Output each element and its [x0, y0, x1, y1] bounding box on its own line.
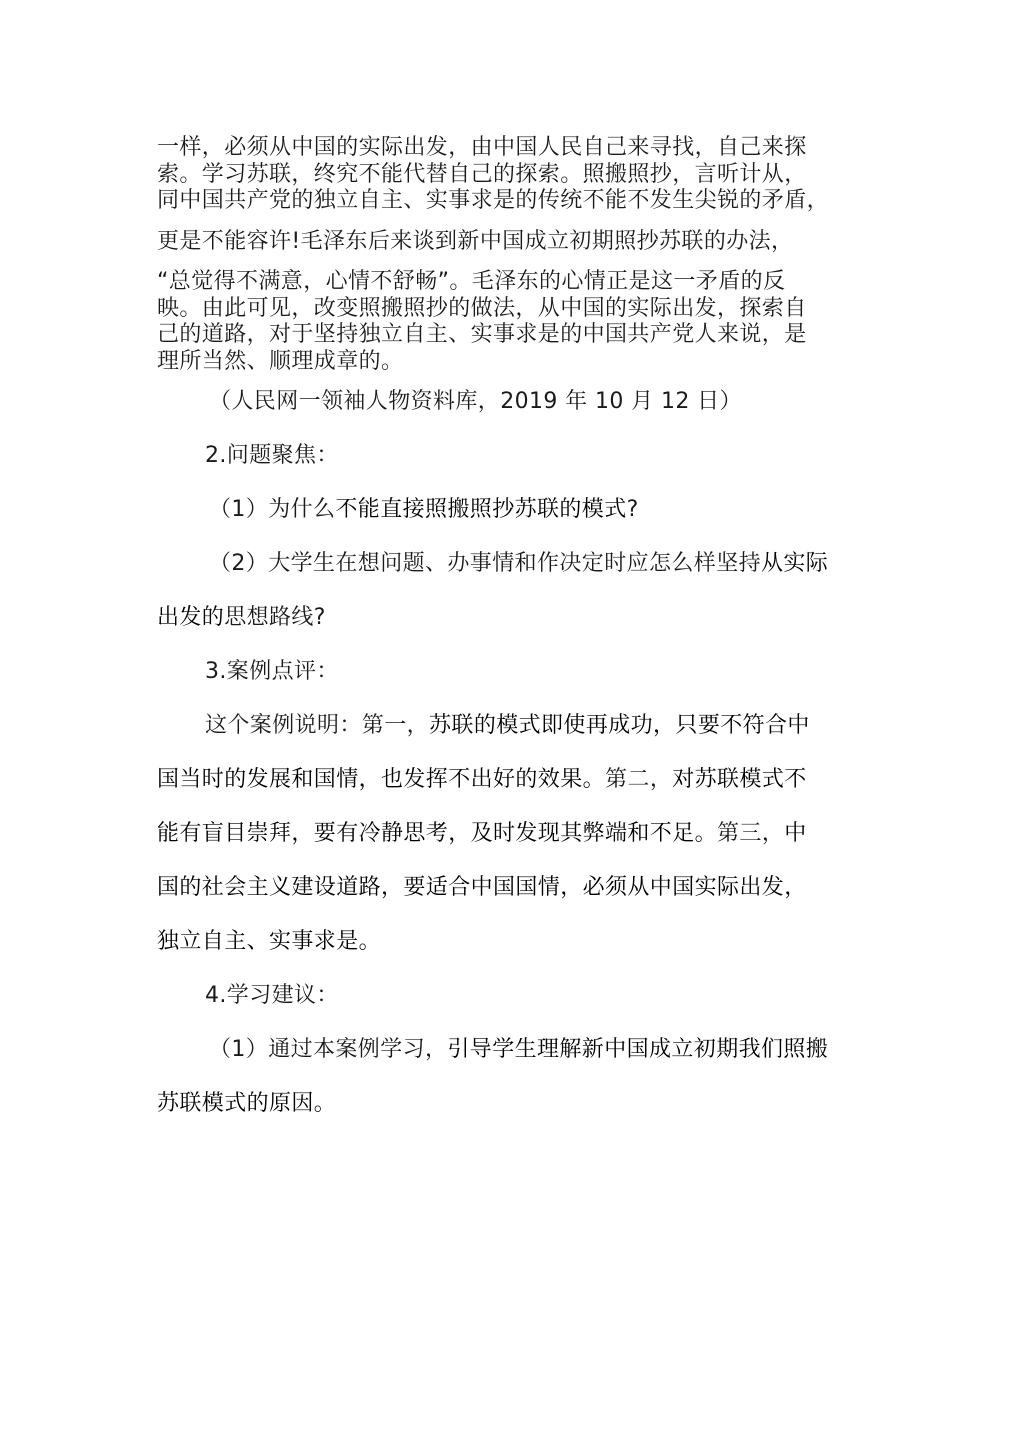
review-line-3 — [157, 820, 807, 848]
review-line-3-d: 中 — [784, 821, 807, 846]
question-2-line-1 — [209, 550, 828, 578]
suggestion-1-prefix: （1）通过本案例学习， — [209, 1037, 448, 1062]
review-line-2-c: 第二， — [605, 767, 673, 792]
question-1-emphasis: 不能直接照搬照抄苏联的模式 — [335, 497, 627, 522]
quote-line-5: “总觉得不满意，心情不舒畅”。毛泽东的心情正是这一矛盾的反 — [157, 269, 786, 294]
question-1-suffix: ? — [626, 497, 639, 522]
question-1-prefix: （1）为什么 — [209, 497, 336, 522]
section-4-heading: 4.学习建议： — [205, 983, 339, 1008]
quote-line-8: 理所当然、顺理成章的。 — [157, 349, 404, 374]
review-line-1-b: 苏联的模式即使再成功，只要不符合中 — [429, 713, 810, 738]
review-line-3-b: 能有盲目崇拜，要有冷静思考，及时发现其弊端和不足。 — [157, 821, 718, 846]
quote-line-1: 一样，必须从中国的实际出发，由中国人民自己来寻找，自己来探 — [157, 135, 807, 160]
review-line-2 — [157, 766, 807, 794]
quote-line-2: 索。学习苏联，终究不能代替自己的探索。照搬照抄，言听计从， — [157, 162, 807, 187]
suggestion-1-line-2: 苏联模式的原因。 — [157, 1091, 337, 1116]
review-line-1 — [205, 712, 810, 740]
quote-line-7: 己的道路，对于坚持独立自主、实事求是的中国共产党人来说，是 — [157, 322, 807, 347]
quote-source: （人民网一领袖人物资料库，2019 年 10 月 12 日） — [209, 389, 742, 414]
question-2-emphasis-b: 出发的 — [157, 605, 225, 630]
question-2-emphasis-a: 从实际 — [761, 551, 829, 576]
review-line-5: 独立自主、实事求是。 — [157, 929, 382, 954]
review-line-2-d: 对苏联模式不 — [672, 767, 807, 792]
review-line-4: 国的社会主义建设道路，要适合中国国情，必须从中国实际出发， — [157, 875, 807, 900]
question-2-suffix: 思想路线? — [224, 605, 326, 630]
section-2-heading: 2.问题聚焦： — [205, 443, 339, 468]
review-line-3-c: 第三， — [717, 821, 785, 846]
quote-line-4: 更是不能容许!毛泽东后来谈到新中国成立初期照抄苏联的办法， — [157, 229, 794, 254]
question-2-line-2 — [157, 604, 326, 632]
question-1 — [209, 496, 639, 524]
quote-line-3: 同中国共产党的独立自主、实事求是的传统不能不发生尖锐的矛盾， — [157, 188, 830, 213]
quote-line-6: 映。由此可见，改变照搬照抄的做法，从中国的实际出发，探索自 — [157, 296, 807, 321]
section-3-heading: 3.案例点评： — [205, 659, 339, 684]
review-line-2-b: 国当时的发展和国情，也发挥不出好的效果。 — [157, 767, 606, 792]
suggestion-1-emphasis-a: 引导学生理解新中国成立初期我们照搬 — [447, 1037, 829, 1062]
review-line-1-a: 这个案例说明：第一， — [205, 713, 430, 738]
question-2-prefix: （2）大学生在想问题、办事情和作决定时应怎么样坚持 — [209, 551, 761, 576]
suggestion-1-line-1 — [209, 1036, 828, 1064]
